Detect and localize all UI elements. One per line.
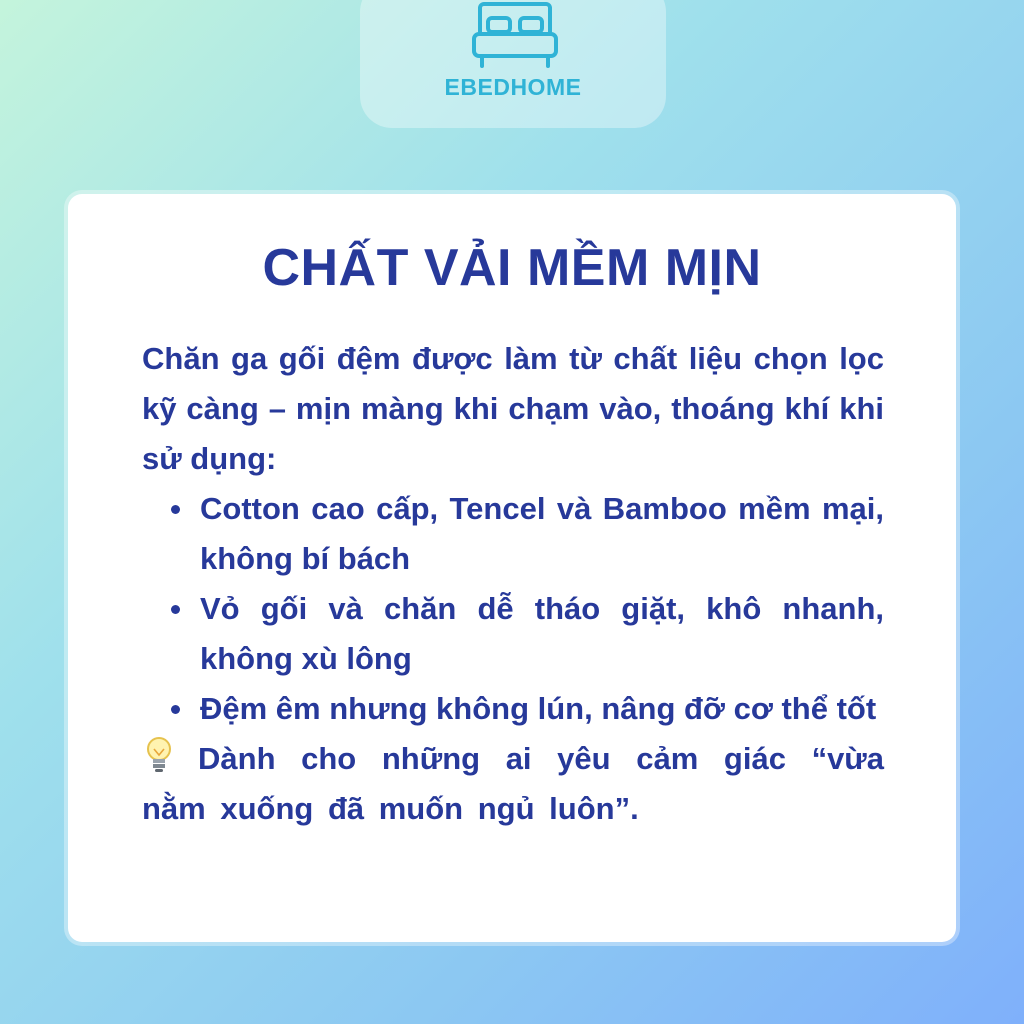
lightbulb-icon bbox=[142, 735, 176, 775]
card-body bbox=[142, 334, 884, 834]
tip-text bbox=[142, 734, 884, 834]
bed-icon bbox=[470, 0, 560, 70]
card-title: CHẤT VẢI MỀM MỊN bbox=[262, 239, 762, 297]
list-item: Vỏ gối và chăn dễ tháo giặt, khô nhanh, không xù lông bbox=[200, 584, 884, 684]
feature-list bbox=[142, 484, 884, 734]
tip-label: Dành cho những ai yêu cảm giác “vừa nằm xuống đã muốn ngủ luôn”. bbox=[142, 741, 884, 826]
list-item: Cotton cao cấp, Tencel và Bamboo mềm mại, không bí bách bbox=[200, 484, 884, 584]
intro-text: Chăn ga gối đệm được làm từ chất liệu chọn lọc kỹ càng – mịn màng khi chạm vào, thoáng khí khi sử dụng: bbox=[142, 341, 884, 476]
brand-name: EBEDHOME bbox=[444, 74, 582, 100]
list-item: Đệm êm nhưng không lún, nâng đỡ cơ thể tốt bbox=[200, 684, 884, 734]
